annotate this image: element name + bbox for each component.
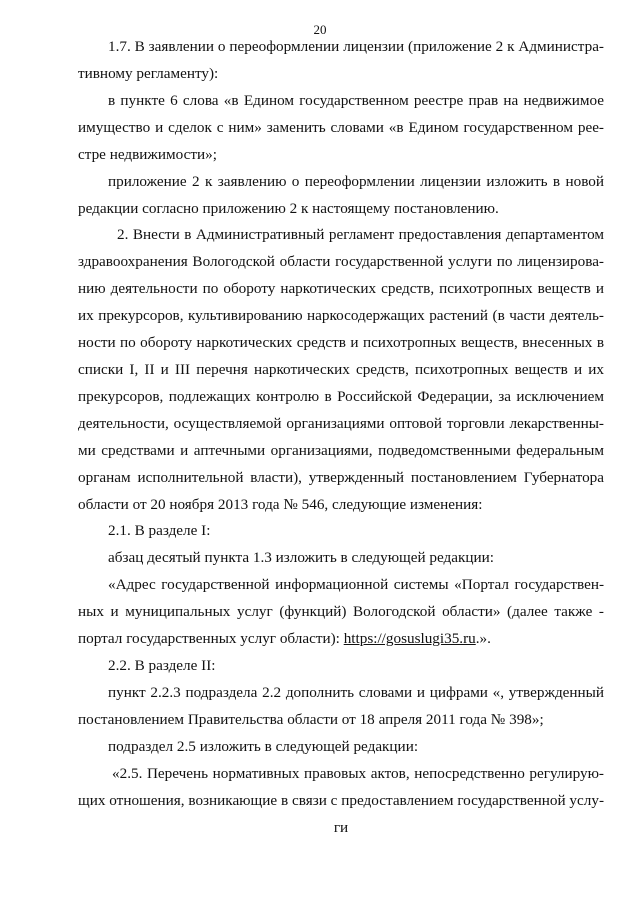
text-line: щих отношения, возникающие в связи с предоставлением государственной услу- — [78, 792, 604, 809]
text-line: ности по обороту наркотических средств и психотропных веществ, внесенных в — [78, 334, 604, 351]
text-line: пункт 2.2.3 подраздела 2.2 дополнить словами и цифрами «, утвержденный — [108, 684, 604, 701]
text-line: стре недвижимости»; — [78, 146, 217, 163]
text-line: ги — [333, 819, 349, 836]
text-line: деятельности, осуществляемой организациями оптовой торговли лекарственны- — [78, 415, 604, 432]
text-line: постановлением Правительства области от 18 апреля 2011 года № 398»; — [78, 711, 544, 728]
text-line: приложение 2 к заявлению о переоформлении лицензии изложить в новой — [108, 173, 604, 190]
text-line: «Адрес государственной информационной системы «Портал государствен- — [108, 576, 604, 593]
text-segment: .». — [475, 630, 491, 647]
text-line: списки I, II и III перечня наркотических средств, психотропных веществ и их — [78, 361, 604, 378]
text-line: подраздел 2.5 изложить в следующей редакции: — [108, 738, 419, 755]
text-line: нию деятельности по обороту наркотических средств, психотропных веществ и — [78, 280, 604, 297]
text-line: органам исполнительной власти), утвержденный постановлением Губернатора — [78, 469, 604, 486]
text-line: области от 20 ноября 2013 года № 546, следующие изменения: — [78, 496, 483, 513]
text-segment: портал государственных услуг области): — [78, 630, 344, 647]
text-line: 2.2. В разделе II: — [108, 657, 216, 674]
text-line: их прекурсоров, культивированию наркосодержащих растений (в части деятель- — [78, 307, 604, 324]
text-line: 2. Внести в Административный регламент предоставления департаментом — [117, 226, 604, 243]
text-line: 2.1. В разделе I: — [108, 522, 211, 539]
text-line: 1.7. В заявлении о переоформлении лицензии (приложение 2 к Администра- — [108, 38, 604, 55]
text-line: в пункте 6 слова «в Едином государственном реестре прав на недвижимое — [108, 92, 604, 109]
portal-link[interactable]: https://gosuslugi35.ru — [343, 630, 476, 647]
text-line: редакции согласно приложению 2 к настоящему постановлению. — [78, 200, 499, 217]
text-line: «2.5. Перечень нормативных правовых актов, непосредственно регулирую- — [112, 765, 604, 782]
text-line: ми средствами и аптечными организациями, подведомственными федеральным — [78, 442, 604, 459]
text-line: ных и муниципальных услуг (функций) Вологодской области» (далее также - — [78, 603, 604, 620]
text-line: тивному регламенту): — [78, 65, 219, 82]
text-line: прекурсоров, подлежащих контролю в Российской Федерации, за исключением — [78, 388, 604, 405]
text-line — [78, 630, 604, 648]
text-line: здравоохранения Вологодской области государственной услуги по лицензирова- — [78, 253, 604, 270]
text-line: абзац десятый пункта 1.3 изложить в следующей редакции: — [108, 549, 494, 566]
text-line: имущество и сделок с ним» заменить словами «в Едином государственном рее- — [78, 119, 604, 136]
page-number: 20 — [313, 22, 327, 37]
